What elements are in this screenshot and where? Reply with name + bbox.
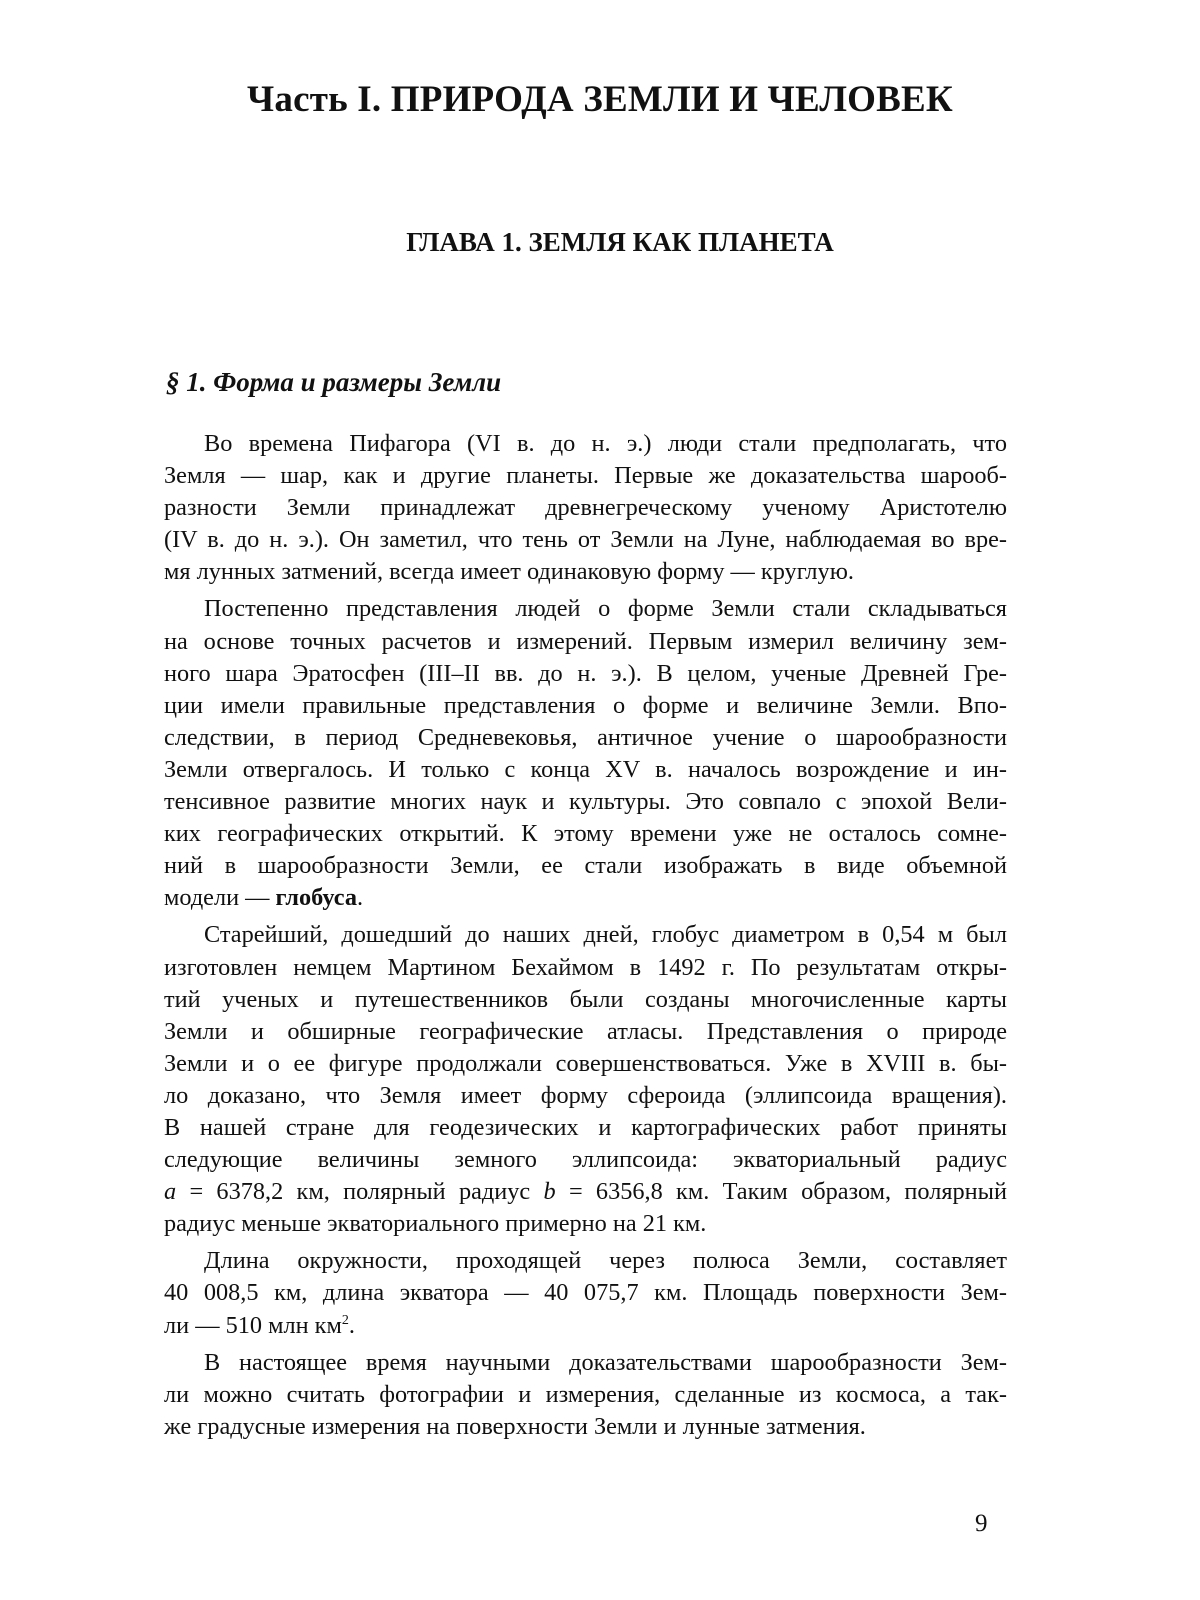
text-line: ции имели правильные представления о форме и величине Земли. Впо- — [164, 691, 1007, 719]
text-line: В настоящее время научными доказательствами шарообразности Зем- — [204, 1348, 1007, 1376]
text-line: В нашей стране для геодезических и картографических работ приняты — [164, 1113, 1007, 1141]
text-fragment: модели — — [164, 884, 276, 912]
page-number: 9 — [975, 1510, 988, 1537]
term-globe: глобуса — [275, 884, 357, 912]
paragraph-1 — [164, 428, 1007, 588]
text-line: ний в шарообразности Земли, ее стали изображать в виде объемной — [164, 852, 1007, 880]
text-line: 40 008,5 км, длина экватора — 40 075,7 км. Площадь поверхности Зем- — [164, 1279, 1007, 1307]
text-line — [164, 882, 1007, 914]
text-line: изготовлен немцем Мартином Бехаймом в 1492 г. По результатам откры- — [164, 953, 1007, 981]
text-fragment: = 6378,2 км, полярный радиус — [176, 1178, 544, 1206]
text-line: разности Земли принадлежат древнегреческому ученому Аристотелю — [164, 494, 1007, 522]
section-title: § 1. Форма и размеры Земли — [166, 367, 502, 397]
text-line — [164, 1176, 1007, 1208]
text-line: Во времена Пифагора (VI в. до н. э.) люди стали предполагать, что — [204, 430, 1007, 457]
text-line — [164, 1310, 1007, 1342]
text-line: Земли и обширные географические атласы. Представления о природе — [164, 1017, 1007, 1045]
text-line: радиус меньше экваториального примерно на 21 км. — [164, 1210, 707, 1238]
text-line: тий ученых и путешественников были созданы многочисленные карты — [164, 985, 1007, 1013]
text-fragment: = 6356,8 км. Таким образом, полярный — [555, 1178, 1007, 1206]
body-text — [164, 428, 1007, 1443]
variable-a: a — [164, 1178, 177, 1206]
paragraph-4 — [164, 1245, 1007, 1341]
part-title: Часть I. ПРИРОДА ЗЕМЛИ И ЧЕЛОВЕК — [247, 79, 953, 120]
text-fragment: . — [348, 1311, 355, 1339]
paragraph-3 — [164, 919, 1007, 1240]
text-line: же градусные измерения на поверхности Земли и лунные затмения. — [164, 1412, 866, 1440]
text-line: Земли и о ее фигуре продолжали совершенствоваться. Уже в XVIII в. бы- — [164, 1049, 1007, 1077]
variable-b: b — [543, 1178, 556, 1206]
text-line: Старейший, дошедший до наших дней, глобус диаметром в 0,54 м был — [204, 921, 1007, 949]
text-line: ного шара Эратосфен (III–II вв. до н. э.). В целом, ученые Древней Гре- — [164, 659, 1007, 687]
text-line: следствии, в период Средневековья, античное учение о шарообразности — [164, 723, 1007, 751]
text-line: ло доказано, что Земля имеет форму сфероида (эллипсоида вращения). — [164, 1081, 1007, 1109]
text-line: ких географических открытий. К этому времени уже не осталось сомне- — [164, 820, 1007, 848]
text-line: (IV в. до н. э.). Он заметил, что тень от Земли на Луне, наблюдаемая во вре- — [164, 526, 1007, 554]
text-line: на основе точных расчетов и измерений. Первым измерил величину зем- — [164, 627, 1007, 655]
text-line: Земля — шар, как и другие планеты. Первые же доказательства шарооб- — [164, 462, 1007, 490]
paragraph-5 — [164, 1347, 1007, 1443]
paragraph-2 — [164, 593, 1007, 914]
text-fragment: . — [356, 884, 364, 912]
superscript: 2 — [341, 1312, 349, 1328]
text-line: Земли отвергалось. И только с конца XV в. началось возрождение и ин- — [164, 755, 1007, 783]
text-line: следующие величины земного эллипсоида: экваториальный радиус — [164, 1146, 1007, 1174]
text-line: Постепенно представления людей о форме Земли стали складываться — [204, 595, 1007, 623]
text-line: мя лунных затмений, всегда имеет одинаковую форму — круглую. — [164, 558, 854, 586]
text-line: Длина окружности, проходящей через полюса Земли, составляет — [204, 1247, 1007, 1275]
text-fragment: ли — 510 млн км — [164, 1311, 342, 1339]
text-line: ли можно считать фотографии и измерения, сделанные из космоса, а так- — [164, 1380, 1007, 1408]
chapter-title: ГЛАВА 1. ЗЕМЛЯ КАК ПЛАНЕТА — [406, 227, 834, 257]
text-line: тенсивное развитие многих наук и культуры. Это совпало с эпохой Вели- — [164, 788, 1007, 816]
